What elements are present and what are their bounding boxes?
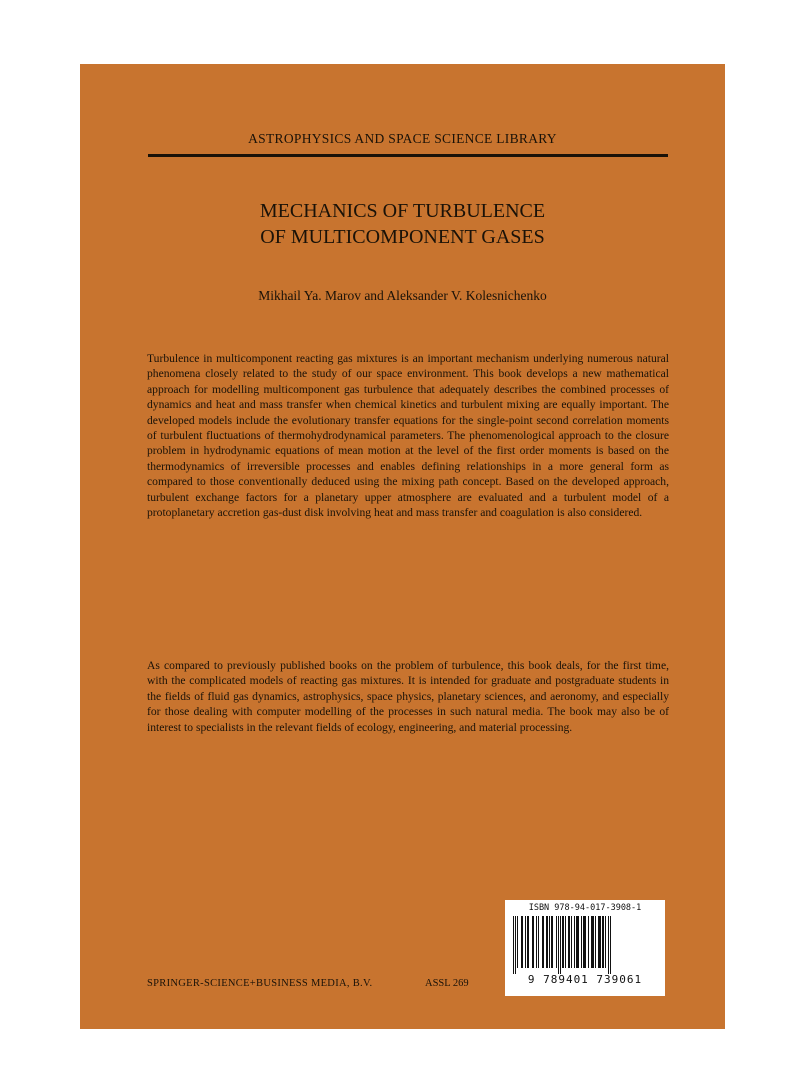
barcode-bar (515, 916, 516, 974)
publisher-name: SPRINGER-SCIENCE+BUSINESS MEDIA, B.V. (147, 978, 373, 989)
barcode-bar (583, 916, 586, 968)
series-code: ASSL 269 (425, 978, 469, 989)
barcode-bar (608, 916, 609, 974)
barcode-bar (571, 916, 572, 968)
barcode-bar (560, 916, 561, 974)
barcode-bar (521, 916, 523, 968)
barcode-bar (525, 916, 526, 968)
barcode-bar (556, 916, 557, 968)
authors: Mikhail Ya. Marov and Aleksander V. Kolesnichenko (258, 288, 547, 303)
barcode-bar (549, 916, 550, 968)
series-divider (148, 154, 668, 157)
barcode-bar (598, 916, 601, 968)
barcode-bar (574, 916, 575, 968)
barcode-bar (588, 916, 589, 968)
isbn-label: ISBN 978-94-017-3908-1 (528, 903, 642, 913)
description-paragraph-1: Turbulence in multicomponent reacting gas mixtures is an important mechanism underlying numerous natural phenomena closely related to the study of our space environment. This book develops a new mathematical approach for modelling multicomponent gas turbulence that adequately describes the combined processes of dynamics and heat and mass transfer when chemical kinetics and turbulent mixing are equally important. The developed models include the evolutionary transfer equations for the single-point second correlation moments of turbulent fluctuations of thermohydrodynamical parameters. The phenomenological approach to the closure problem in hydrodynamic equations of mean motion at the level of the first order moments is based on the thermodynamics of irreversible processes and enables defining relationships in a more general form as compared to those conventionally deduced using the mixing path concept. Based on the developed approach, turbulent exchange factors for a planetary upper atmosphere are evaluated and a turbulent model of a protoplanetary accretion gas-dust disk involving heat and mass transfer and coagulation is also considered. (147, 352, 669, 520)
barcode-bar (517, 916, 518, 968)
barcode-bar (551, 916, 553, 968)
description-paragraph-2: As compared to previously published books on the problem of turbulence, this book deals, for the first time, with the complicated models of reacting gas mixtures. It is intended for graduate and postgraduate students in the fields of fluid gas dynamics, astrophysics, space physics, planetary sciences, and aeronomy, and especially for those dealing with computer modelling of the processes in such natural media. The book may also be of interest to specialists in the relevant fields of ecology, engineering, and material processing. (147, 659, 669, 734)
barcode (505, 900, 665, 996)
title-line-1: MECHANICS OF TURBULENCE (259, 200, 546, 222)
series-name: ASTROPHYSICS AND SPACE SCIENCE LIBRARY (248, 131, 557, 146)
barcode-bar (610, 916, 611, 974)
barcode-bar (595, 916, 596, 968)
barcode-bars (511, 916, 659, 974)
barcode-bar (565, 916, 566, 968)
barcode-bar (532, 916, 534, 968)
book-title (80, 198, 725, 250)
book-back-cover (80, 64, 725, 1029)
barcode-bar (568, 916, 570, 968)
title-line-2: OF MULTICOMPONENT GASES (260, 226, 545, 248)
barcode-bar (576, 916, 579, 968)
barcode-digits: 9 789401 739061 (527, 973, 643, 986)
barcode-bar (602, 916, 604, 968)
barcode-bar (542, 916, 544, 968)
barcode-bar (558, 916, 559, 974)
barcode-bar (562, 916, 564, 968)
barcode-bar (513, 916, 514, 974)
barcode-bar (538, 916, 539, 968)
barcode-bar (536, 916, 537, 968)
barcode-bar (546, 916, 548, 968)
barcode-bar (605, 916, 606, 968)
barcode-bar (581, 916, 582, 968)
barcode-bar (591, 916, 594, 968)
barcode-bar (527, 916, 529, 968)
